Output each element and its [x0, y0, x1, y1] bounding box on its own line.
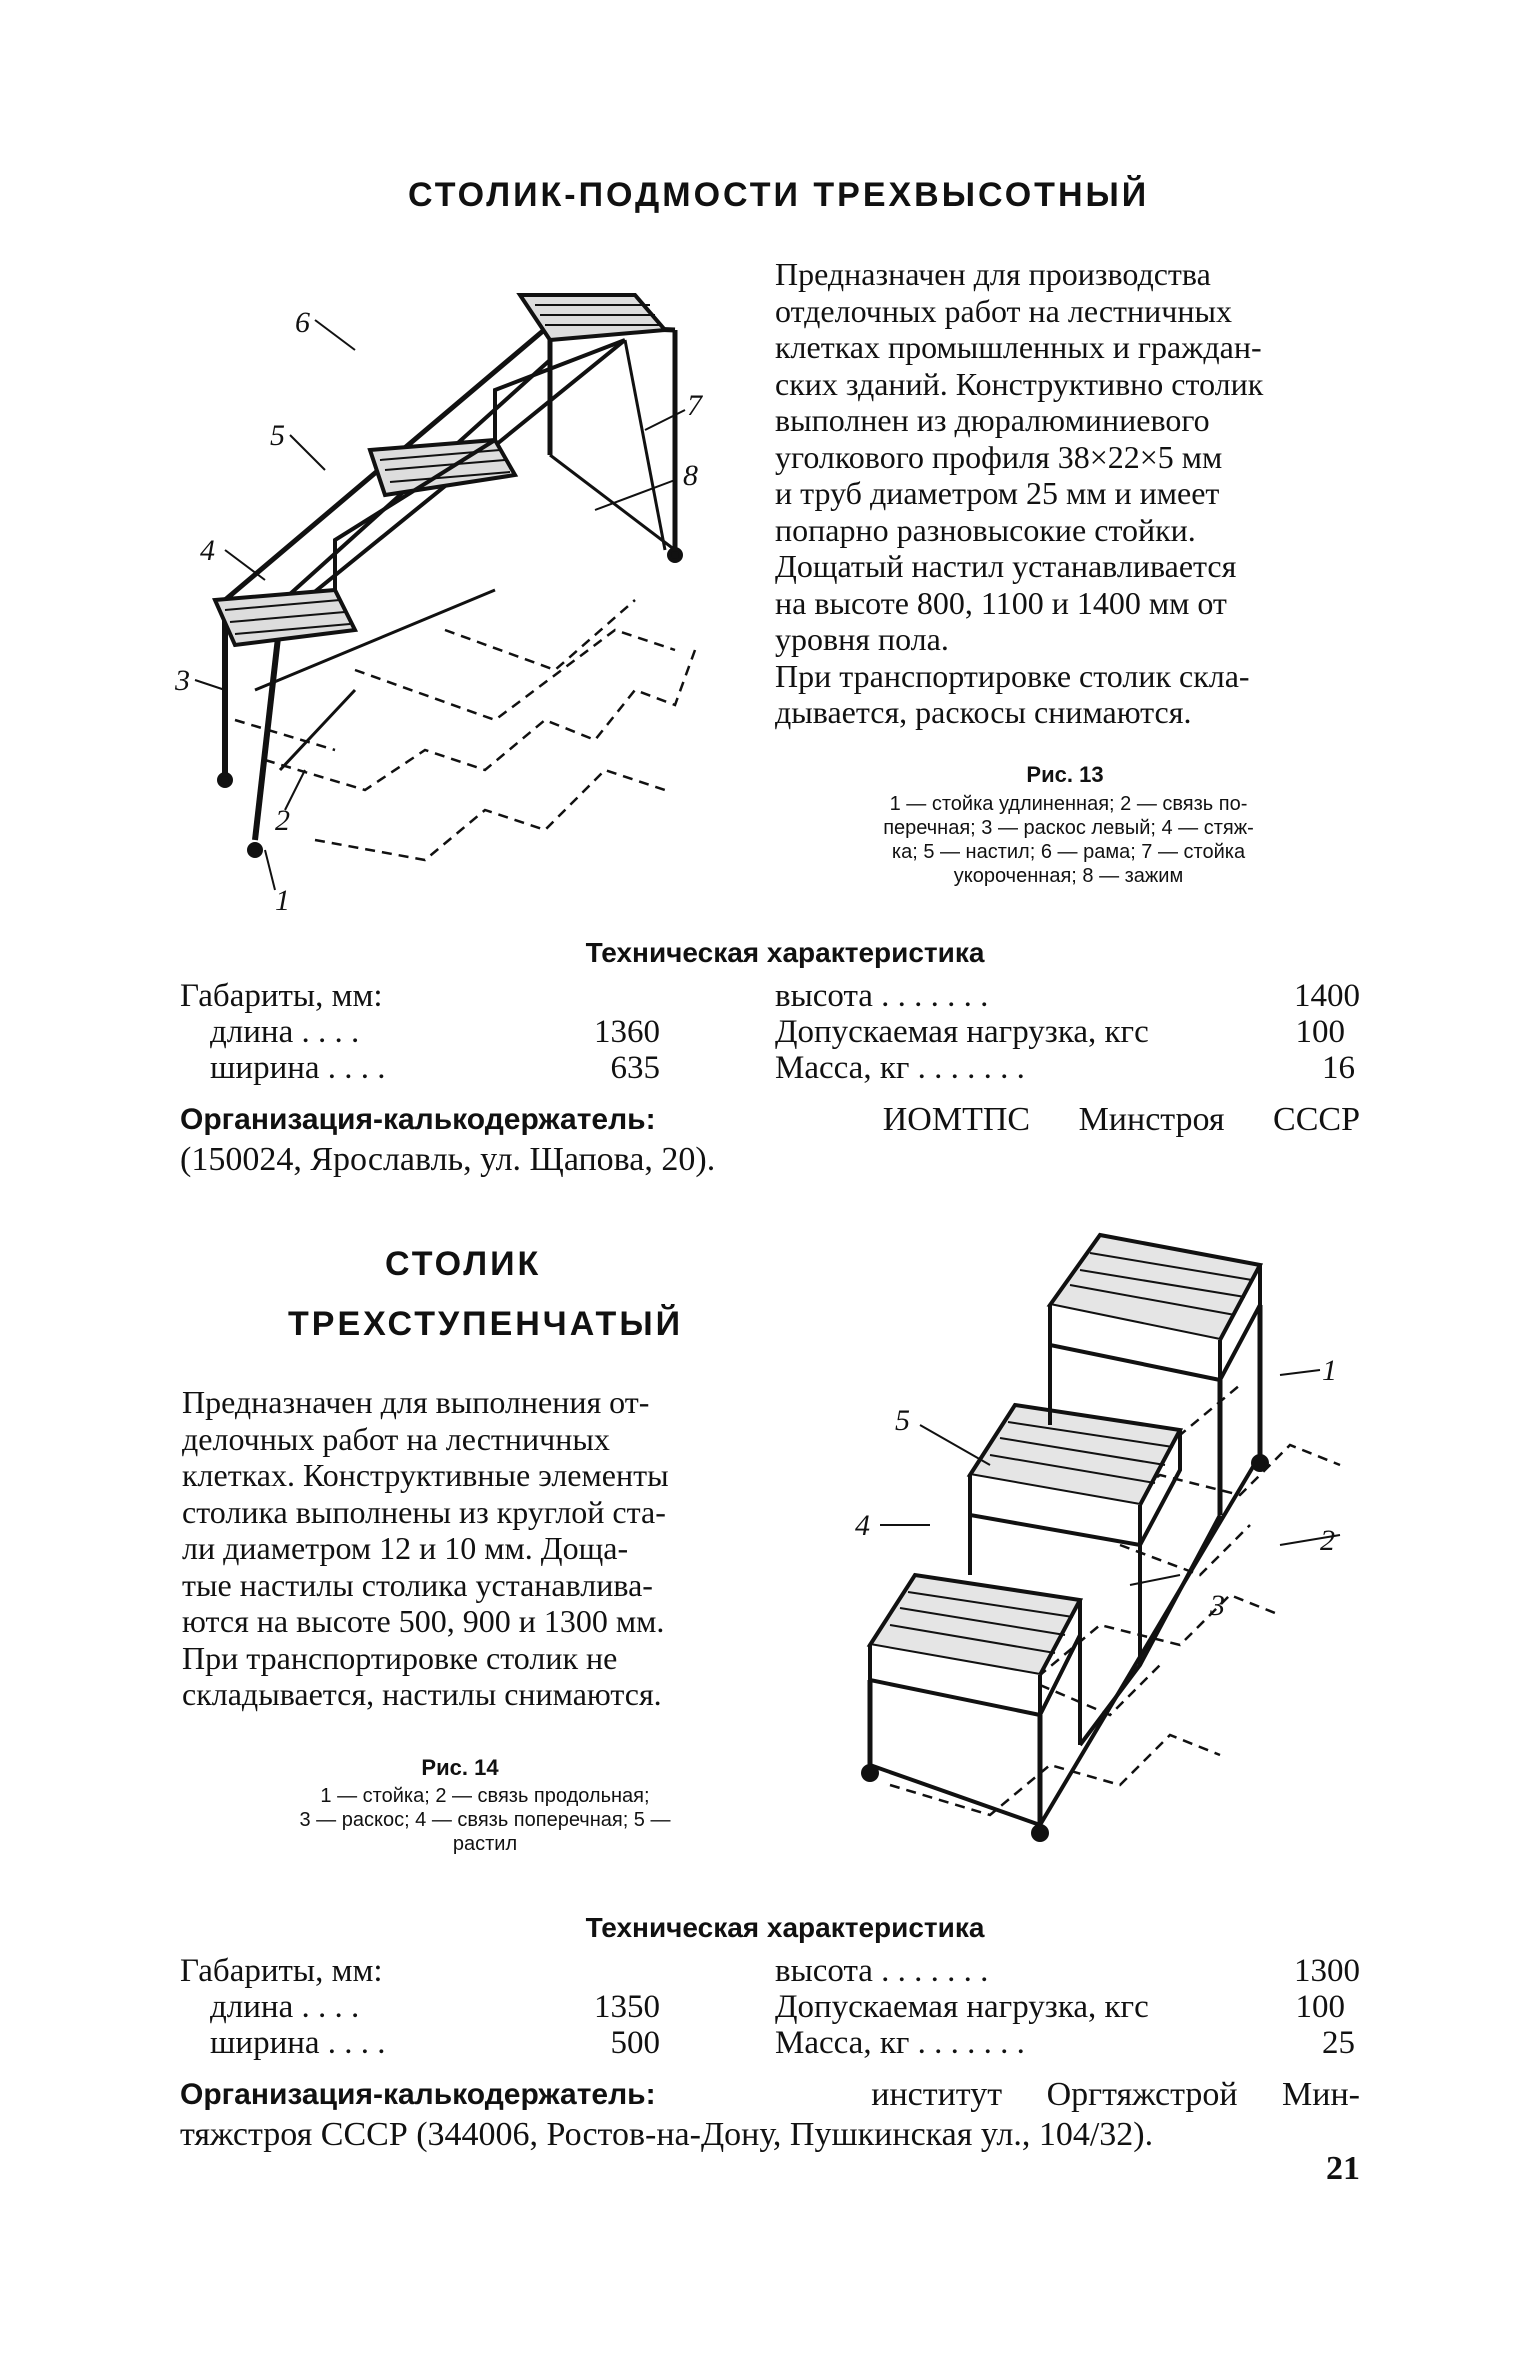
- section1-specs-title: Техническая характеристика: [585, 937, 985, 968]
- desc-line: Дощатый настил устанавливается: [775, 548, 1237, 584]
- mass-label: Масса, кг . . . . . . .: [775, 1050, 1025, 1086]
- width-value: 635: [610, 1050, 660, 1086]
- length-label: длина . . . .: [210, 1014, 360, 1050]
- desc-line: делочных работ на лестничных: [182, 1420, 610, 1457]
- legend-line: укороченная; 8 — зажим: [953, 865, 1184, 887]
- height-value: 1400: [1294, 978, 1360, 1014]
- load-value: 100: [1295, 1989, 1345, 2025]
- fig13-label-6: 6: [295, 306, 310, 339]
- desc-line: ли диаметром 12 и 10 мм. Доща-: [182, 1530, 629, 1566]
- fig13-label-8: 8: [683, 459, 698, 492]
- org-label: Организация-калькодержатель:: [180, 1103, 656, 1136]
- figure-13-illustration: [175, 250, 755, 930]
- figure-13-legend: [775, 792, 1362, 888]
- desc-line: дывается, раскосы снимаются.: [775, 694, 1192, 730]
- section1-specs-table: [180, 978, 1360, 1093]
- fig13-label-5: 5: [270, 419, 285, 452]
- fig14-label-2: 2: [1320, 1524, 1335, 1557]
- desc-line: клетках промышленных и граждан-: [775, 329, 1262, 365]
- width-value: 500: [610, 2025, 660, 2061]
- fig13-label-1: 1: [275, 884, 290, 917]
- desc-line: отделочных работ на лестничных: [775, 292, 1232, 329]
- dims-label: Габариты, мм:: [180, 978, 383, 1014]
- platform-middle: [370, 440, 515, 495]
- desc-line: При транспортировке столик скла-: [775, 657, 1250, 694]
- width-label: ширина . . . .: [210, 1050, 386, 1086]
- desc-line: складывается, настилы снимаются.: [182, 1676, 662, 1712]
- fig14-label-4: 4: [855, 1509, 870, 1542]
- desc-line: уголкового профиля 38×22×5 мм: [775, 438, 1223, 475]
- legend-line: растил: [452, 1833, 518, 1855]
- height-label: высота . . . . . . .: [775, 1953, 989, 1989]
- section2-description: [182, 1384, 772, 1713]
- fig13-label-2: 2: [275, 804, 290, 837]
- fig14-label-1: 1: [1322, 1354, 1337, 1387]
- legend-line: 3 — раскос; 4 — связь поперечная; 5 —: [299, 1809, 671, 1831]
- dims-label: Габариты, мм:: [180, 1953, 383, 1989]
- fig14-label-3: 3: [1210, 1589, 1225, 1622]
- section1-title: СТОЛИК-ПОДМОСТИ ТРЕХВЫСОТНЫЙ: [408, 176, 1150, 214]
- fig13-label-7: 7: [687, 389, 702, 422]
- section1-description: [775, 256, 1362, 731]
- section2-title-line2: ТРЕХСТУПЕНЧАТЫЙ: [288, 1305, 684, 1343]
- section2-organization: [180, 2075, 1360, 2155]
- length-value: 1360: [594, 1014, 660, 1050]
- legend-line: ка; 5 — настил; 6 — рама; 7 — стойка: [891, 841, 1246, 863]
- figure-14-caption: Рис. 14: [421, 1755, 499, 1780]
- load-label: Допускаемая нагрузка, кгс: [775, 1989, 1149, 2025]
- legend-line: 1 — стойка; 2 — связь продольная;: [320, 1785, 650, 1807]
- figure-14-legend: [180, 1784, 790, 1856]
- figure-14-illustration: [840, 1225, 1360, 1885]
- width-label: ширина . . . .: [210, 2025, 386, 2061]
- section2-specs-title: Техническая характеристика: [585, 1912, 985, 1943]
- mass-label: Масса, кг . . . . . . .: [775, 2025, 1025, 2061]
- length-label: длина . . . .: [210, 1989, 360, 2025]
- section1-organization: [180, 1100, 1360, 1180]
- desc-line: Предназначен для выполнения от-: [182, 1384, 650, 1420]
- height-label: высота . . . . . . .: [775, 978, 989, 1014]
- desc-line: уровня пола.: [775, 621, 949, 657]
- org-line1: ИОМТПС Минстроя СССР: [882, 1101, 1360, 1138]
- org-label: Организация-калькодержатель:: [180, 2078, 656, 2111]
- fig14-label-5: 5: [895, 1404, 910, 1437]
- figure-13-caption: Рис. 13: [1026, 762, 1104, 787]
- section2-specs-table: [180, 1953, 1360, 2068]
- section2-title-line1: СТОЛИК: [385, 1245, 542, 1283]
- desc-line: тые настилы столика устанавлива-: [182, 1566, 653, 1603]
- desc-line: и труб диаметром 25 мм и имеет: [775, 475, 1220, 511]
- desc-line: ются на высоте 500, 900 и 1300 мм.: [182, 1603, 665, 1639]
- load-value: 100: [1295, 1014, 1345, 1050]
- desc-line: клетках. Конструктивные элементы: [182, 1457, 669, 1493]
- legend-line: перечная; 3 — раскос левый; 4 — стяж-: [883, 817, 1254, 839]
- fig13-label-3: 3: [175, 664, 190, 697]
- desc-line: попарно разновысокие стойки.: [775, 511, 1196, 548]
- desc-line: выполнен из дюралюминиевого: [775, 402, 1210, 438]
- desc-line: столика выполнены из круглой ста-: [182, 1493, 666, 1530]
- org-line2: (150024, Ярославль, ул. Щапова, 20).: [180, 1141, 716, 1178]
- desc-line: Предназначен для производства: [775, 256, 1211, 292]
- height-value: 1300: [1294, 1953, 1360, 1989]
- desc-line: ских зданий. Конструктивно столик: [775, 365, 1264, 402]
- desc-line: При транспортировке столик не: [182, 1639, 618, 1676]
- mass-value: 25: [1322, 2025, 1355, 2061]
- length-value: 1350: [594, 1989, 660, 2025]
- page-number: 21: [1326, 2150, 1360, 2187]
- org-line1: институт Оргтяжстрой Мин-: [871, 2076, 1360, 2113]
- load-label: Допускаемая нагрузка, кгс: [775, 1014, 1149, 1050]
- org-line2: тяжстроя СССР (344006, Ростов-на-Дону, Пушкинская ул., 104/32).: [180, 2116, 1154, 2153]
- fig13-label-4: 4: [200, 534, 215, 567]
- legend-line: 1 — стойка удлиненная; 2 — связь по-: [889, 793, 1248, 815]
- mass-value: 16: [1322, 1050, 1355, 1086]
- desc-line: на высоте 800, 1100 и 1400 мм от: [775, 584, 1227, 621]
